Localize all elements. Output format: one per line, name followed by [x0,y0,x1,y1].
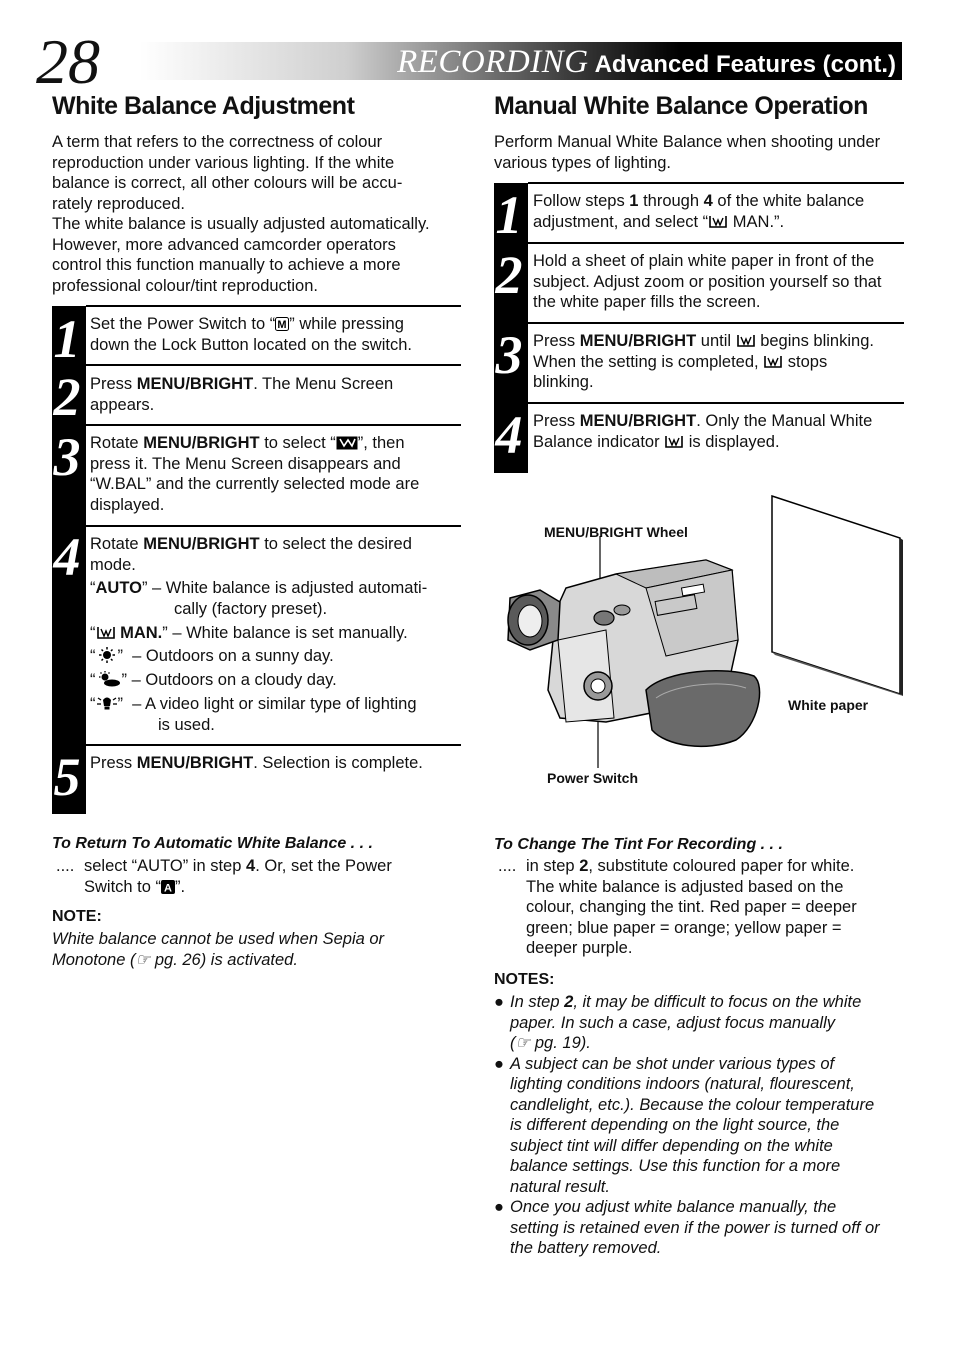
step-number: 1 [495,185,523,245]
sun-icon [96,647,118,663]
manual-wb-icon [664,434,684,449]
mode-auto: “AUTO” – White balance is adjusted automati- cally (factory preset). [90,579,428,618]
intro-line: reproduction under various lighting. If the white [52,153,395,172]
right-step-1-text: Follow steps 1 through 4 of the white balance adjustment, and select “ MAN.”. [533,192,865,231]
cloudy-icon [96,671,122,687]
svg-text:M: M [277,319,287,331]
left-step-2-text: Press MENU/BRIGHT. The Menu Screen appears. [90,375,394,414]
camcorder-body [508,560,760,746]
step-divider [86,525,461,527]
step-divider [86,305,461,307]
halogen-light-icon [96,695,118,711]
intro-line: rately reproduced. [52,194,185,213]
intro-line: The white balance is usually adjusted automatically. [52,215,430,233]
mode-cloudy: “ ” – Outdoors on a cloudy day. [90,671,337,689]
note-text: White balance cannot be used when Sepia or Monotone (☞ pg. 26) is activated. [52,930,385,969]
left-step-3-text: Rotate MENU/BRIGHT to select “ ”, then press it. The Menu Screen disappears and “W.BAL” and the currently selected mode are displayed. [90,434,420,514]
notes-list [494,992,906,1259]
return-auto-title: To Return To Automatic White Balance . . . [52,835,373,852]
note-item: ● A subject can be shot under various types of lighting conditions indoors (natural, flourescent, candlelight, etc.). Because the colour temperature is different depending on the light source, the subject tint will differ depending on the white balance settings. Use this function for a more natural result. [494,1054,875,1196]
mode-sunny: “ ” – Outdoors on a sunny day. [90,647,334,665]
left-step-4-text: Rotate MENU/BRIGHT to select the desired mode. [90,535,412,574]
note-item: ● Once you adjust white balance manually, the setting is retained even if the power is turned off or the battery removed. [494,1198,880,1257]
reference-icon: ☞ [135,950,151,969]
manual-wb-icon [736,333,756,348]
mode-manual: “ MAN.” – White balance is set manually. [90,624,408,642]
step-number: 2 [495,245,523,305]
step-number: 1 [53,309,81,369]
reference-icon: ☞ [515,1034,531,1052]
step-divider [86,364,461,366]
intro-line: professional colour/tint reproduction. [52,276,318,295]
power-switch-label: Power Switch [547,770,639,786]
left-heading: White Balance Adjustment [52,92,355,120]
manual-wb-icon [96,625,116,640]
step-divider [528,402,904,404]
white-paper-illustration [772,496,903,696]
white-balance-icon [336,436,358,450]
svg-text:A: A [164,882,173,894]
right-step-4-text: Press MENU/BRIGHT. Only the Manual White Balance indicator is displayed. [533,412,873,451]
step-divider [528,322,904,324]
step-divider [86,424,461,426]
section-title: RECORDING [397,44,589,80]
mode-halogen: “ ” – A video light or similar type of lighting is used. [90,695,417,734]
right-step-3-text: Press MENU/BRIGHT until begins blinking. When the setting is completed, stops blinking. [533,332,874,391]
white-paper-label: White paper [788,697,869,713]
step-number: 4 [53,527,81,587]
tint-title: To Change The Tint For Recording . . . [494,836,783,853]
section-subtitle: Advanced Features (cont.) [594,51,896,78]
intro-line: A term that refers to the correctness of colour [52,133,383,151]
right-step-2-text: Hold a sheet of plain white paper in front of the subject. Adjust zoom or position yourself so that the white paper fills the screen. [533,252,882,311]
menu-bright-wheel-label: MENU/BRIGHT Wheel [544,524,688,540]
tint-text: .... in step 2, substitute coloured paper for white. The white balance is adjusted based on the colour, changing the tint. Red paper = deeper green; blue paper = orange; yellow paper = deeper purple. [498,857,857,957]
intro-line: balance is correct, all other colours will be accu- [52,174,403,192]
step-divider [528,182,904,184]
step-number: 2 [53,367,81,427]
notes-title: NOTES: [494,971,555,988]
header-title [397,44,896,81]
auto-mode-icon [161,880,175,894]
right-intro: Perform Manual White Balance when shooting under various types of lighting. [494,133,881,172]
page-number: 28 [36,26,100,97]
note-title: NOTE: [52,908,102,925]
left-step-5-text: Press MENU/BRIGHT. Selection is complete. [90,754,423,772]
step-number: 3 [495,325,523,385]
step-number: 3 [53,427,81,487]
intro-line: control this function manually to achieve a more [52,256,401,274]
note-item: ● In step 2, it may be difficult to focus on the white paper. In such a case, adjust focus manually (☞ pg. 19). [494,993,862,1052]
camcorder-illustration [496,490,908,770]
manual-mode-icon [275,317,289,331]
return-auto-text: .... select “AUTO” in step 4. Or, set the Power Switch to “ A ”. [56,857,392,896]
step-divider [86,744,461,746]
step-divider [528,242,904,244]
intro-line: However, more advanced camcorder operators [52,235,396,254]
step-number: 5 [53,747,81,807]
manual-wb-icon [763,354,783,369]
left-step-1-text: Set the Power Switch to “ M ” while pressing down the Lock Button located on the switch. [90,315,412,354]
right-heading: Manual White Balance Operation [494,92,868,120]
left-intro [52,132,462,296]
step-number: 4 [495,405,523,465]
manual-wb-icon [708,214,728,229]
